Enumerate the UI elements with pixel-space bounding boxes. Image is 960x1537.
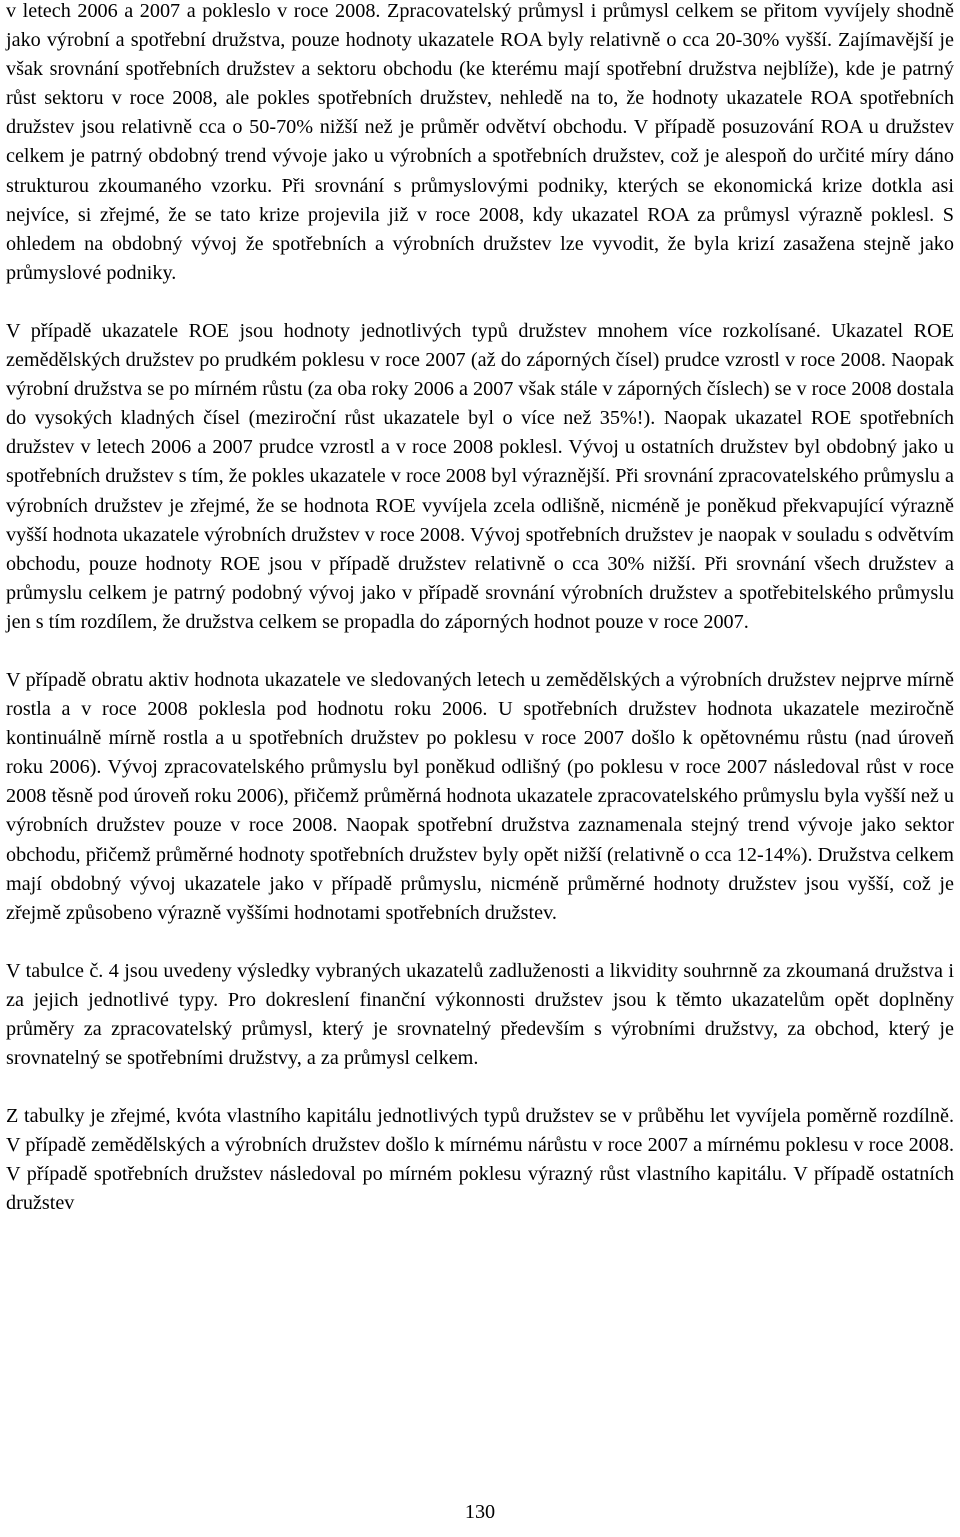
paragraph-roa: v letech 2006 a 2007 a pokleslo v roce 2008. Zpracovatelský průmysl i průmysl celkem se přitom vyvíjely shodně jako výrobní a spotřební družstva, pouze hodnoty ukazatele ROA byly relativně o cca 20-30% vyšší. Zajímavější je však srovnání spotřebních družstev a sektoru obchodu (ke kterému mají spotřební družstva nejblíže), kde je patrný růst sektoru v roce 2008, ale pokles spotřebních družstev, nehledě na to, že hodnoty ukazatele ROA spotřebních družstev jsou relativně cca o 50-70% nižší než je průměr odvětví obchodu. V případě posuzování ROA u družstev celkem je patrný obdobný trend vývoje jako u výrobních a spotřebních družstev, což je alespoň do určité míry dáno strukturou zkoumaného vzorku. Při srovnání s průmyslovými podniky, kterých se ekonomická krize dotkla asi nejvíce, si zřejmé, že se tato krize projevila již v roce 2008, kdy ukazatel ROA za průmysl výrazně poklesl. S ohledem na obdobný vývoj že spotřebních a výrobních družstev lze vyvodit, že byla krizí zasažena stejně jako průmyslové podniky. [6, 0, 954, 284]
document-page [6, 0, 954, 1219]
paragraph-gap [6, 288, 954, 317]
paragraph-roe: V případě ukazatele ROE jsou hodnoty jednotlivých typů družstev mnohem více rozkolísané. Ukazatel ROE zemědělských družstev po prudkém poklesu v roce 2007 (až do záporných čísel) prudce vzrostl v roce 2008. Naopak výrobní družstva se po mírném růstu (za oba roky 2006 a 2007 však stále v záporných číslech) se v roce 2008 dostala do vysokých kladných čísel (meziroční růst ukazatele byl o více než 35%!). Naopak ukazatel ROE spotřebních družstev v letech 2006 a 2007 prudce vzrostl a v roce 2008 poklesl. Vývoj u ostatních družstev byl obdobný jako u spotřebních družstev s tím, že pokles ukazatele v roce 2008 byl výraznější. Při srovnání zpracovatelského průmyslu a výrobních družstev je zřejmé, že se hodnota ROE vyvíjela zcela odlišně, nicméně je poněkud překvapující výrazně vyšší hodnota ukazatele výrobních družstev v roce 2008. Vývoj spotřebních družstev je naopak v souladu s odvětvím obchodu, pouze hodnoty ROE jsou v případě družstev relativně o cca 30% nižší. Při srovnání všech družstev a průmyslu celkem je patrný podobný vývoj jako v případě srovnání výrobních družstev a spotřebitelského průmyslu jen s tím rozdílem, že družstva celkem se propadla do záporných hodnot pouze v roce 2007. [6, 319, 954, 633]
paragraph-gap [6, 1073, 954, 1102]
paragraph-table-intro: V tabulce č. 4 jsou uvedeny výsledky vybraných ukazatelů zadluženosti a likvidity souhrnně za zkoumaná družstva i za jejich jednotlivé typy. Pro dokreslení finanční výkonnosti družstev jsou k těmto ukazatelům opět doplněny průměry za zpracovatelský průmysl, který je srovnatelný především s výrobními družstvy, za obchod, který je srovnatelný se spotřebními družstvy, a za průmysl celkem. [6, 959, 954, 1070]
paragraph-asset-turnover: V případě obratu aktiv hodnota ukazatele ve sledovaných letech u zemědělských a výrobních družstev nejprve mírně rostla a v roce 2008 poklesla pod hodnotu roku 2006. U spotřebních družstev hodnota ukazatele meziročně kontinuálně mírně rostla a u spotřebních družstev po poklesu v roce 2007 došlo k opětovnému růstu (nad úroveň roku 2006). Vývoj zpracovatelského průmyslu byl poněkud odlišný (po poklesu v roce 2007 následoval růst v roce 2008 těsně pod úroveň roku 2006), přičemž průměrná hodnota ukazatele zpracovatelského průmyslu byla vyšší než u výrobních družstev pouze v roce 2008. Naopak spotřební družstva zaznamenala stejný trend vývoje jako sektor obchodu, přičemž průměrné hodnoty spotřebních družstev byly opět nižší (relativně o cca 12-14%). Družstva celkem mají obdobný vývoj ukazatele jako v případě průmyslu, nicméně průměrné hodnoty družstev jsou vyšší, což je zřejmě způsobeno výrazně vyššími hodnotami spotřebních družstev. [6, 668, 954, 924]
page-number: 130 [464, 1501, 496, 1523]
paragraph-gap [6, 928, 954, 957]
paragraph-gap [6, 637, 954, 666]
paragraph-equity-ratio: Z tabulky je zřejmé, kvóta vlastního kapitálu jednotlivých typů družstev se v průběhu let vyvíjela poměrně rozdílně. V případě zemědělských a výrobních družstev došlo k mírnému nárůstu v roce 2007 a mírnému poklesu v roce 2008. V případě spotřebních družstev následoval po mírném poklesu výrazný růst vlastního kapitálu. V případě ostatních družstev [6, 1105, 954, 1215]
